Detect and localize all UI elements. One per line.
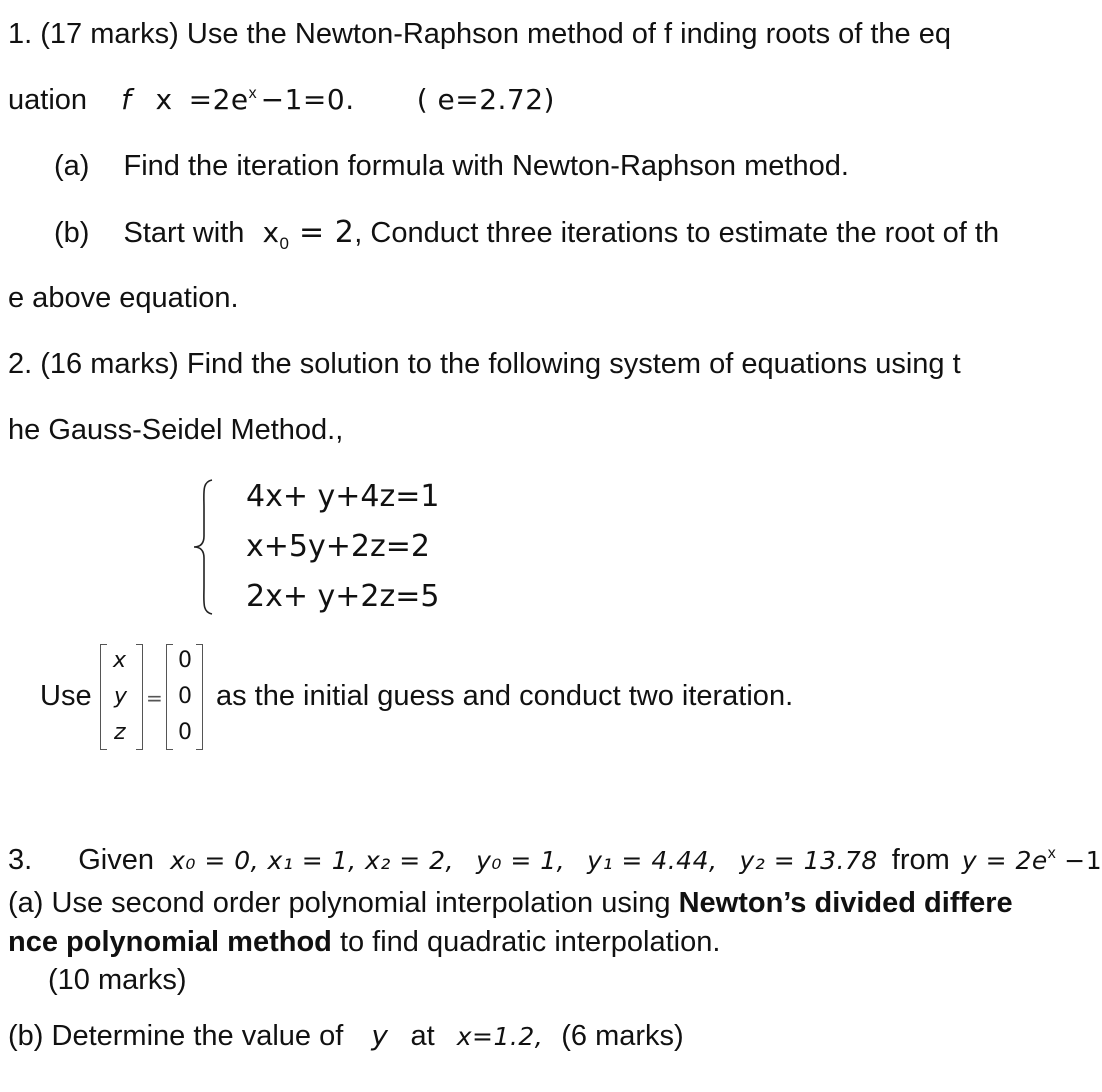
q1-part-b-eq: = 2 <box>289 215 355 250</box>
q3-given-y1: y₁ = 4.44, <box>587 846 718 875</box>
q1-eq-rhs: =2e <box>188 83 249 116</box>
q3-part-a-bold-cont: nce polynomial method <box>8 926 332 958</box>
q1-eq-f: f <box>121 83 132 116</box>
q3-part-b-marks: (6 marks) <box>561 1020 684 1052</box>
initial-vector-left-bracket <box>166 644 173 750</box>
vector-var-z: z <box>114 720 126 745</box>
equation-1: 4x+ y+4z=1 <box>246 479 440 514</box>
q3-part-a-line1: (a) Use second order polynomial interpolation using Newton’s divided differe <box>8 887 1013 919</box>
q2-heading-line: 2. (16 marks) Find the solution to the following system of equations using t <box>8 348 961 380</box>
q2-use-tail: as the initial guess and conduct two iteration. <box>216 680 794 712</box>
q2-use-label: Use <box>40 680 92 712</box>
q3-given-line <box>8 846 1102 875</box>
q1-part-b-sub: 0 <box>279 234 289 253</box>
q1-part-b-continued: e above equation. <box>8 282 239 314</box>
q1-part-a <box>54 152 849 181</box>
q1-eq-tail: −1=0 <box>260 83 346 116</box>
initial-vector-right-bracket <box>196 644 203 750</box>
vector-equals: = <box>146 686 163 710</box>
q3-from-eq: y = 2e <box>961 846 1048 875</box>
q3-given-label: Given <box>78 844 155 876</box>
q3-part-b-line: (b) Determine the value of y at x=1.2, (6 marks) <box>8 1019 684 1052</box>
q1-equation-line <box>8 83 555 116</box>
q3-part-a-bold: Newton’s divided differe <box>678 887 1013 919</box>
q3-part-b-at: at <box>410 1020 435 1052</box>
q1-eq-dot: . <box>345 83 355 116</box>
q3-from-label: from <box>891 844 950 876</box>
q3-part-b-y: y <box>371 1019 389 1052</box>
q1-eq-x: x <box>155 83 173 116</box>
initial-vector <box>166 644 214 752</box>
q2-heading-line-2: he Gauss-Seidel Method., <box>8 414 344 446</box>
vector-var-y: y <box>114 684 128 709</box>
equation-3: 2x+ y+2z=5 <box>246 579 440 614</box>
system-brace <box>192 478 216 616</box>
q1-equation-prefix: uation <box>8 84 88 116</box>
equation-2: x+5y+2z=2 <box>246 529 430 564</box>
variable-vector-left-bracket <box>100 644 107 750</box>
initial-value-1: 0 <box>178 648 192 673</box>
q3-from-tail: −1 <box>1055 846 1102 875</box>
q1-part-b-start: Start with <box>123 217 245 249</box>
q1-eq-sup: x <box>248 85 257 102</box>
q3-part-b-x: x=1.2, <box>456 1022 544 1051</box>
q3-given-y0: y₀ = 1, <box>476 846 566 875</box>
q3-given-x: x₀ = 0, x₁ = 1, x₂ = 2, <box>170 846 455 875</box>
q1-part-a-label: (a) <box>54 150 90 182</box>
q3-part-a-line2: nce polynomial method to find quadratic interpolation. <box>8 926 721 958</box>
q1-part-a-text: Find the iteration formula with Newton-Raphson method. <box>123 150 849 182</box>
initial-value-2: 0 <box>178 684 192 709</box>
q1-part-b-rest: , Conduct three iterations to estimate the root of th <box>354 217 1000 249</box>
q3-given-y2: y₂ = 13.78 <box>739 846 878 875</box>
q3-part-a-marks: (10 marks) <box>48 964 187 996</box>
q1-heading-line: 1. (17 marks) Use the Newton-Raphson method of f inding roots of the eq <box>8 18 951 50</box>
q1-part-b <box>54 215 1000 253</box>
q3-from-sup: x <box>1047 845 1056 862</box>
q1-part-b-label: (b) <box>54 217 90 249</box>
q1-e-value: ( e=2.72) <box>416 83 555 116</box>
q1-part-b-x: x <box>262 216 280 249</box>
vector-var-x: x <box>113 648 127 673</box>
initial-value-3: 0 <box>178 720 192 745</box>
variable-vector <box>100 644 148 752</box>
variable-vector-right-bracket <box>136 644 143 750</box>
q3-number: 3. <box>8 844 33 876</box>
